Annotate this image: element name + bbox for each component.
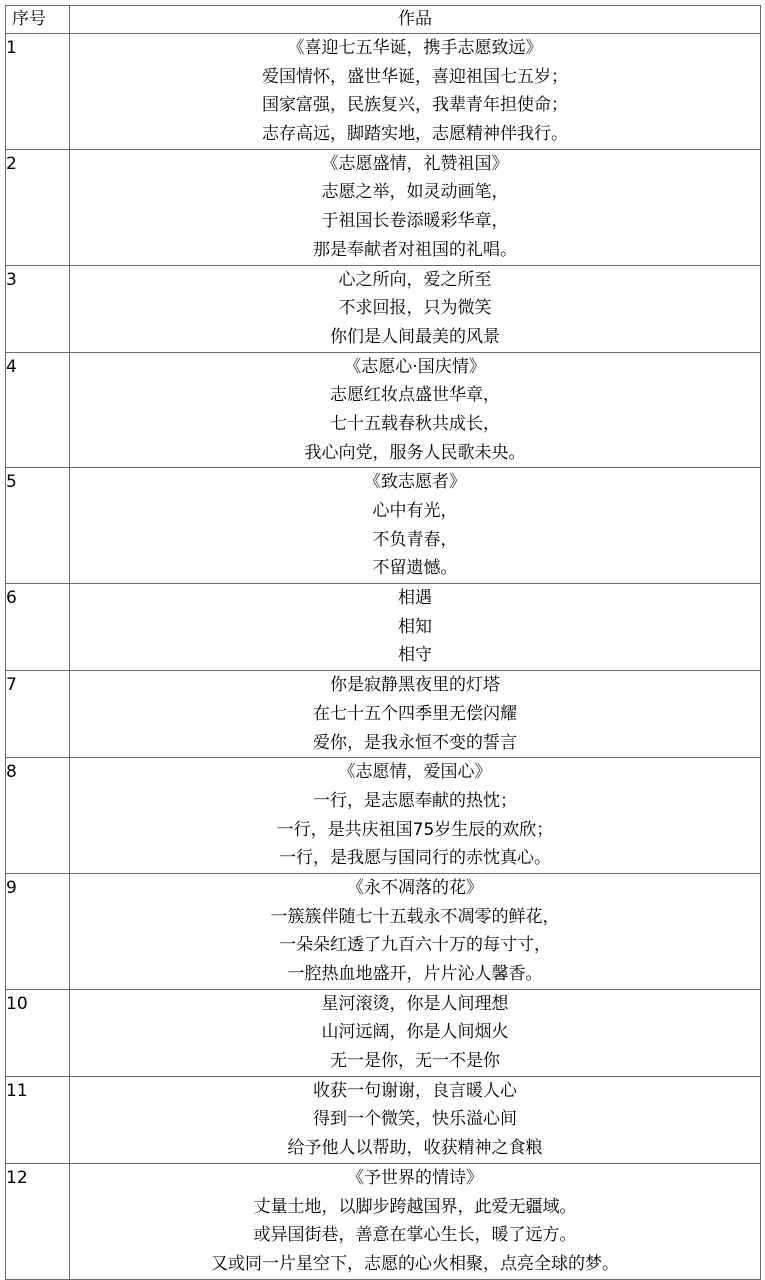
work-line: 《永不凋落的花》 bbox=[347, 877, 483, 898]
row-index: 1 bbox=[6, 38, 17, 58]
work-line: 《致志愿者》 bbox=[364, 472, 466, 493]
work-line: 爱你，是我永恒不变的誓言 bbox=[313, 732, 517, 753]
work-line: 《志愿情，爱国心》 bbox=[338, 762, 492, 783]
work-line: 或异国街巷，善意在掌心生长，暖了远方。 bbox=[253, 1225, 577, 1246]
table-body bbox=[6, 34, 761, 1280]
work-line: 相守 bbox=[398, 645, 432, 666]
work-line: 一行，是我愿与国同行的赤忱真心。 bbox=[279, 848, 551, 869]
row-index: 4 bbox=[6, 356, 17, 377]
work-line: 爱国情怀，盛世华诞，喜迎祖国七五岁； bbox=[262, 66, 568, 87]
work-line: 一行，是志愿奉献的热忱； bbox=[313, 790, 517, 811]
row-index-cell bbox=[6, 584, 70, 671]
row-index: 9 bbox=[6, 877, 17, 898]
work-line: 你们是人间最美的风景 bbox=[330, 326, 500, 347]
work-line: 一簇簇伴随七十五载永不凋零的鲜花， bbox=[270, 906, 560, 927]
work-cell bbox=[70, 1163, 761, 1279]
work-line: 《予世界的情诗》 bbox=[347, 1167, 483, 1188]
row-index-cell bbox=[6, 989, 70, 1076]
work-line: 心之所向，爱之所至 bbox=[338, 269, 492, 290]
work-line: 志存高远，脚踏实地，志愿精神伴我行。 bbox=[262, 124, 568, 145]
table-row bbox=[6, 671, 761, 758]
work-cell bbox=[70, 468, 761, 584]
work-line: 一行，是共庆祖国75岁生辰的欢欣； bbox=[276, 819, 554, 840]
work-line: 不负青春， bbox=[372, 529, 458, 550]
table-row bbox=[6, 989, 761, 1076]
row-index-cell bbox=[6, 758, 70, 874]
row-index: 10 bbox=[6, 993, 28, 1014]
row-index: 12 bbox=[6, 1167, 28, 1188]
row-index-cell bbox=[6, 265, 70, 352]
table-row bbox=[6, 149, 761, 265]
work-line: 又或同一片星空下，志愿的心火相聚，点亮全球的梦。 bbox=[211, 1253, 619, 1274]
row-index-cell bbox=[6, 1076, 70, 1163]
works-table bbox=[5, 5, 761, 1280]
row-index: 5 bbox=[6, 472, 17, 493]
table-row bbox=[6, 1076, 761, 1163]
row-index-cell bbox=[6, 352, 70, 468]
work-line: 七十五载春秋共成长， bbox=[330, 413, 500, 434]
row-index-cell bbox=[6, 34, 70, 150]
row-index-cell bbox=[6, 873, 70, 989]
work-line: 国家富强，民族复兴，我辈青年担使命； bbox=[262, 95, 568, 116]
work-cell bbox=[70, 758, 761, 874]
row-index-cell bbox=[6, 468, 70, 584]
work-line: 志愿之举，如灵动画笔， bbox=[321, 182, 509, 203]
work-line: 你是寂静黑夜里的灯塔 bbox=[330, 675, 500, 696]
work-line: 得到一个微笑，快乐溢心间 bbox=[313, 1109, 517, 1130]
work-line: 在七十五个四季里无偿闪耀 bbox=[313, 703, 517, 724]
table-row bbox=[6, 758, 761, 874]
row-index-cell bbox=[6, 671, 70, 758]
work-cell bbox=[70, 1076, 761, 1163]
work-cell bbox=[70, 671, 761, 758]
work-cell bbox=[70, 149, 761, 265]
work-line: 一朵朵红透了九百六十万的每寸寸， bbox=[279, 935, 551, 956]
work-line: 那是奉献者对祖国的礼唱。 bbox=[313, 239, 517, 260]
work-cell bbox=[70, 584, 761, 671]
work-line: 心中有光， bbox=[372, 501, 458, 521]
work-line: 山河远阔，你是人间烟火 bbox=[321, 1022, 509, 1043]
table-row bbox=[6, 873, 761, 989]
work-line: 《志愿心·国庆情》 bbox=[344, 356, 486, 377]
work-cell bbox=[70, 352, 761, 468]
work-cell bbox=[70, 265, 761, 352]
row-index: 6 bbox=[6, 588, 17, 609]
row-index-cell bbox=[6, 149, 70, 265]
table-row bbox=[6, 1163, 761, 1279]
work-line: 给予他人以帮助，收获精神之食粮 bbox=[287, 1138, 543, 1159]
row-index: 7 bbox=[6, 675, 17, 696]
work-line: 丈量土地，以脚步跨越国界，此爱无疆域。 bbox=[253, 1196, 577, 1217]
work-line: 我心向党，服务人民歌未央。 bbox=[304, 442, 526, 463]
work-line: 相遇 bbox=[398, 588, 432, 609]
table-row bbox=[6, 468, 761, 584]
work-line: 收获一句谢谢，良言暖人心 bbox=[313, 1080, 517, 1101]
row-index: 11 bbox=[6, 1080, 28, 1101]
header-index: 序号 bbox=[6, 6, 70, 34]
work-line: 不留遗憾。 bbox=[372, 558, 458, 579]
work-line: 于祖国长卷添暖彩华章， bbox=[321, 211, 509, 232]
work-line: 《志愿盛情，礼赞祖国》 bbox=[321, 153, 509, 174]
row-index: 8 bbox=[6, 762, 17, 783]
row-index-cell bbox=[6, 1163, 70, 1279]
row-index: 2 bbox=[6, 153, 17, 174]
header-row bbox=[6, 6, 761, 34]
work-line: 《喜迎七五华诞，携手志愿致远》 bbox=[287, 38, 543, 58]
row-index: 3 bbox=[6, 269, 17, 290]
table-row bbox=[6, 34, 761, 150]
work-line: 相知 bbox=[398, 616, 432, 637]
work-cell bbox=[70, 873, 761, 989]
table-row bbox=[6, 352, 761, 468]
table-row bbox=[6, 584, 761, 671]
work-line: 不求回报，只为微笑 bbox=[338, 298, 492, 319]
work-cell bbox=[70, 34, 761, 150]
table-row bbox=[6, 265, 761, 352]
work-cell bbox=[70, 989, 761, 1076]
work-line: 星河滚烫，你是人间理想 bbox=[321, 993, 509, 1014]
work-line: 志愿红妆点盛世华章， bbox=[330, 385, 500, 406]
work-line: 无一是你，无一不是你 bbox=[330, 1051, 500, 1072]
header-work: 作品 bbox=[70, 6, 761, 34]
work-line: 一腔热血地盛开，片片沁人馨香。 bbox=[287, 964, 543, 984]
table-header bbox=[6, 6, 761, 34]
